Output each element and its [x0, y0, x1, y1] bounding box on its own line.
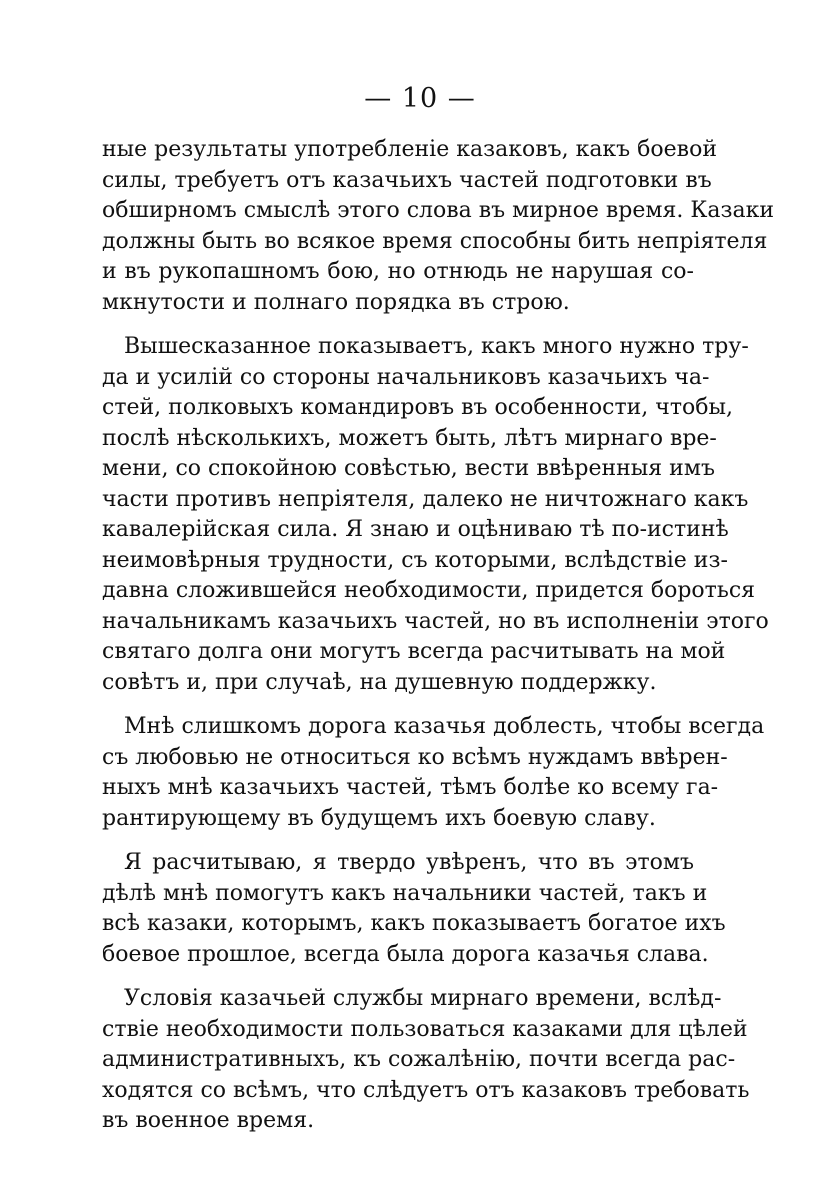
- text-line: силы, требуетъ отъ казачьихъ частей подготовки въ: [102, 167, 712, 193]
- page-number: — 10 —: [364, 83, 476, 114]
- text-line: послѣ нѣсколькихъ, можетъ быть, лѣтъ мирнаго вре-: [102, 425, 717, 451]
- text-line: неимовѣрныя трудности, съ которыми, вслѣдствіе из-: [102, 547, 728, 573]
- paragraph: [102, 848, 726, 970]
- paragraph: [102, 332, 769, 698]
- text-line: начальникамъ казачьихъ частей, но въ исполненіи этого: [102, 608, 769, 634]
- text-line: ныхъ мнѣ казачьихъ частей, тѣмъ болѣе ко всему га-: [102, 775, 719, 800]
- text-line: обширномъ смыслѣ этого слова въ мирное время. Казаки: [102, 198, 775, 223]
- text-line: совѣтъ и, при случаѣ, на душевную поддержку.: [102, 669, 657, 695]
- text-line: Мнѣ слишкомъ дорога казачья доблесть, чтобы всегда: [124, 714, 765, 739]
- text-line: дѣлѣ мнѣ помогутъ какъ начальники частей, такъ и: [102, 880, 708, 906]
- text-line: мени, со спокойною совѣстью, вести ввѣренныя имъ: [102, 456, 715, 481]
- text-line: административныхъ, къ сожалѣнію, почти всегда рас-: [102, 1047, 736, 1072]
- text-line: Я расчитываю, я твердо увѣренъ, что въ этомъ: [124, 850, 694, 875]
- paragraph: [102, 135, 775, 318]
- body-text: [102, 135, 775, 1151]
- text-line: Вышесказанное показываетъ, какъ много нужно тру-: [124, 334, 749, 359]
- text-line: давна сложившейся необходимости, придется бороться: [102, 578, 756, 603]
- text-line: боевое прошлое, всегда была дорога казачья слава.: [102, 941, 709, 967]
- text-line: рантирующему въ будущемъ ихъ боевую славу.: [102, 805, 656, 831]
- text-line: должны быть во всякое время способны бить непріятеля: [102, 228, 768, 254]
- text-line: въ военное время.: [102, 1108, 315, 1133]
- text-line: ствіе необходимости пользоваться казаками для цѣлей: [102, 1016, 748, 1042]
- text-line: всѣ казаки, которымъ, какъ показываетъ богатое ихъ: [102, 911, 726, 936]
- text-line: кавалерійская сила. Я знаю и оцѣниваю тѣ по-истинѣ: [102, 517, 729, 542]
- text-line: части противъ непріятеля, далеко не ничтожнаго какъ: [102, 486, 749, 512]
- text-line: да и усилій со стороны начальниковъ казачьихъ ча-: [102, 364, 710, 390]
- text-line: святаго долга они могутъ всегда расчитывать на мой: [102, 639, 726, 664]
- text-line: мкнутости и полнаго порядка въ строю.: [102, 289, 570, 315]
- text-line: ные результаты употребленіе казаковъ, какъ боевой: [102, 137, 717, 162]
- text-line: стей, полковыхъ командировъ въ особенности, чтобы,: [102, 395, 734, 420]
- paragraph: [102, 984, 750, 1137]
- text-line: и въ рукопашномъ бою, но отнюдь не нарушая со-: [102, 259, 694, 284]
- text-line: Условія казачьей службы мирнаго времени, вслѣд-: [124, 986, 722, 1011]
- text-line: съ любовью не относиться ко всѣмъ нуждамъ ввѣрен-: [102, 744, 728, 770]
- paragraph: [102, 712, 765, 834]
- text-line: ходятся со всѣмъ, что слѣдуетъ отъ казаковъ требовать: [102, 1077, 750, 1103]
